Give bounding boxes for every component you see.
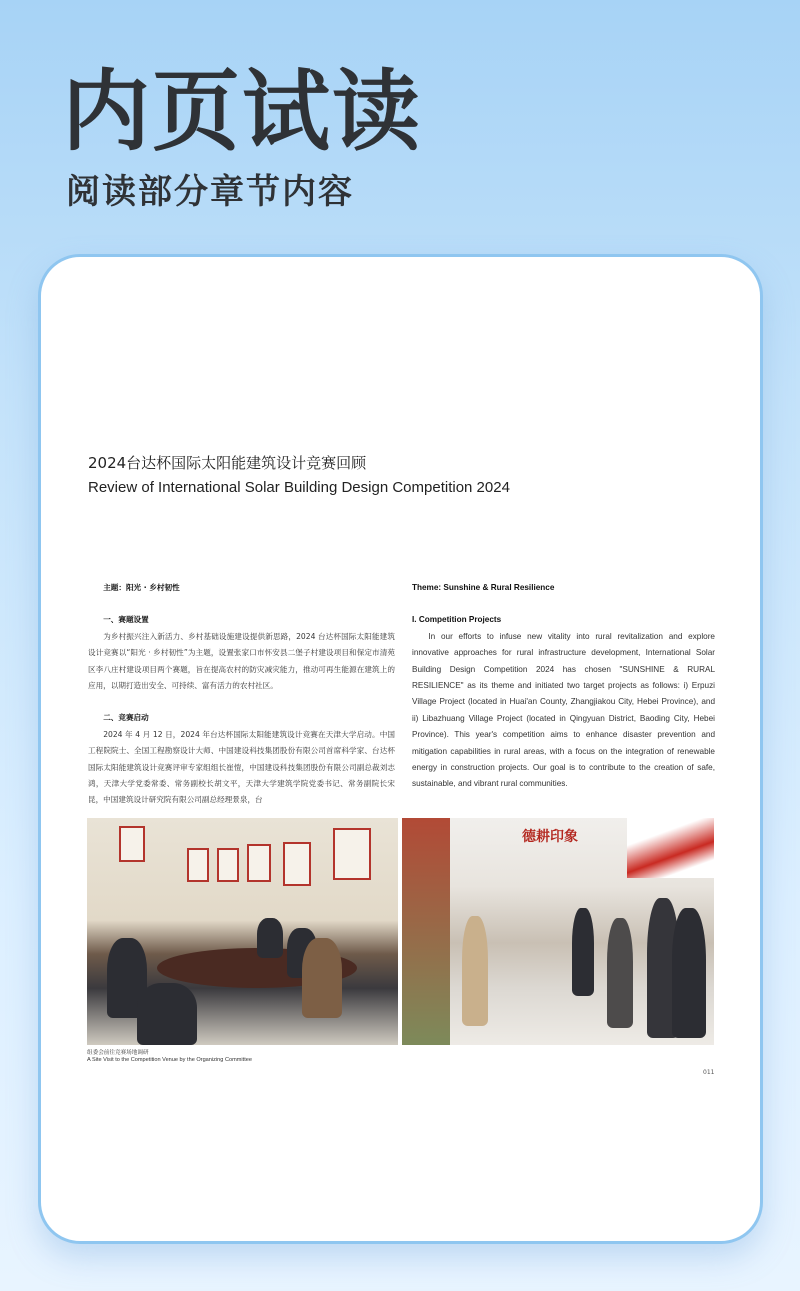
- caption-en: A Site Visit to the Competition Venue by the Organizing Committee: [87, 1057, 253, 1063]
- heading-cn: 2024台达杯国际太阳能建筑设计竞赛回顾: [88, 454, 367, 472]
- section2-title-cn: 二、竞赛启动: [103, 713, 149, 723]
- section1-body-cn: 为乡村振兴注入新活力、乡村基础设施建设提供新思路，2024 台达杯国际太阳能建筑设计竞赛以“阳光 · 乡村韧性”为主题，设置张家口市怀安县二堡子村建设项目和保定市清苑区李八庄村建设项目两个赛题，旨在提高农村的防灾减灾能力，推动可再生能源在建筑上的应用，以期打造出安全、可持续、富有活力的农村社区。: [88, 631, 395, 691]
- left-column: [88, 580, 395, 809]
- caption-cn: 组委会前往竞赛场地调研: [87, 1050, 149, 1056]
- hero-subtitle: 阅读部分章节内容: [66, 172, 354, 212]
- site-visit-photo: [402, 818, 714, 1045]
- theme-cn: 主题：阳光 · 乡村韧性: [103, 583, 180, 592]
- heading-en: Review of International Solar Building Design Competition 2024: [88, 479, 510, 496]
- section2-body-cn: 2024 年 4 月 12 日，2024 年台达杯国际太阳能建筑设计竞赛在天津大学启动。中国工程院院士、全国工程勘察设计大师、中国建设科技集团股份有限公司首席科学家、台达杯国际太阳能建筑设计竞赛评审专家组组长崔愷，中国建设科技集团股份有限公司副总裁刘志鸿，天津大学党委常委、常务副校长胡文平，天津大学建筑学院党委书记、常务副院长宋昆，中国建筑设计研究院有限公司副总经理景泉，台: [88, 729, 395, 805]
- meeting-photo: [87, 818, 398, 1045]
- section1-body-en: In our efforts to infuse new vitality into rural revitalization and explore innovative approaches for rural infrastructure development, International Solar Building Design Competition 2024 has chosen "SUNSHINE & RURAL RESILIENCE" as its theme and initiated two target projects as follows: i) Erpuzi Village Project (located in Huai'an County, Zhangjiakou City, Hebei Province), and ii) Libazhuang Village Project (located in Qingyuan District, Baoding City, Hebei Province). This year's competition aims to enhance disaster prevention and mitigation capabilities in rural areas, with a focus on the integration of renewable energy in construction projects. Our goal is to contribute to the creation of safe, sustainable, and vibrant rural communities.: [412, 631, 715, 789]
- hall-sign: 德耕印象: [522, 829, 578, 845]
- page-number: 011: [703, 1069, 715, 1076]
- theme-en: Theme: Sunshine & Rural Resilience: [412, 583, 555, 592]
- right-column: [412, 580, 715, 793]
- photo-caption: [87, 1050, 252, 1064]
- hero-title: 内页试读: [62, 60, 423, 163]
- section1-title-cn: 一、赛题设置: [103, 615, 149, 625]
- section1-title-en: I. Competition Projects: [412, 615, 502, 625]
